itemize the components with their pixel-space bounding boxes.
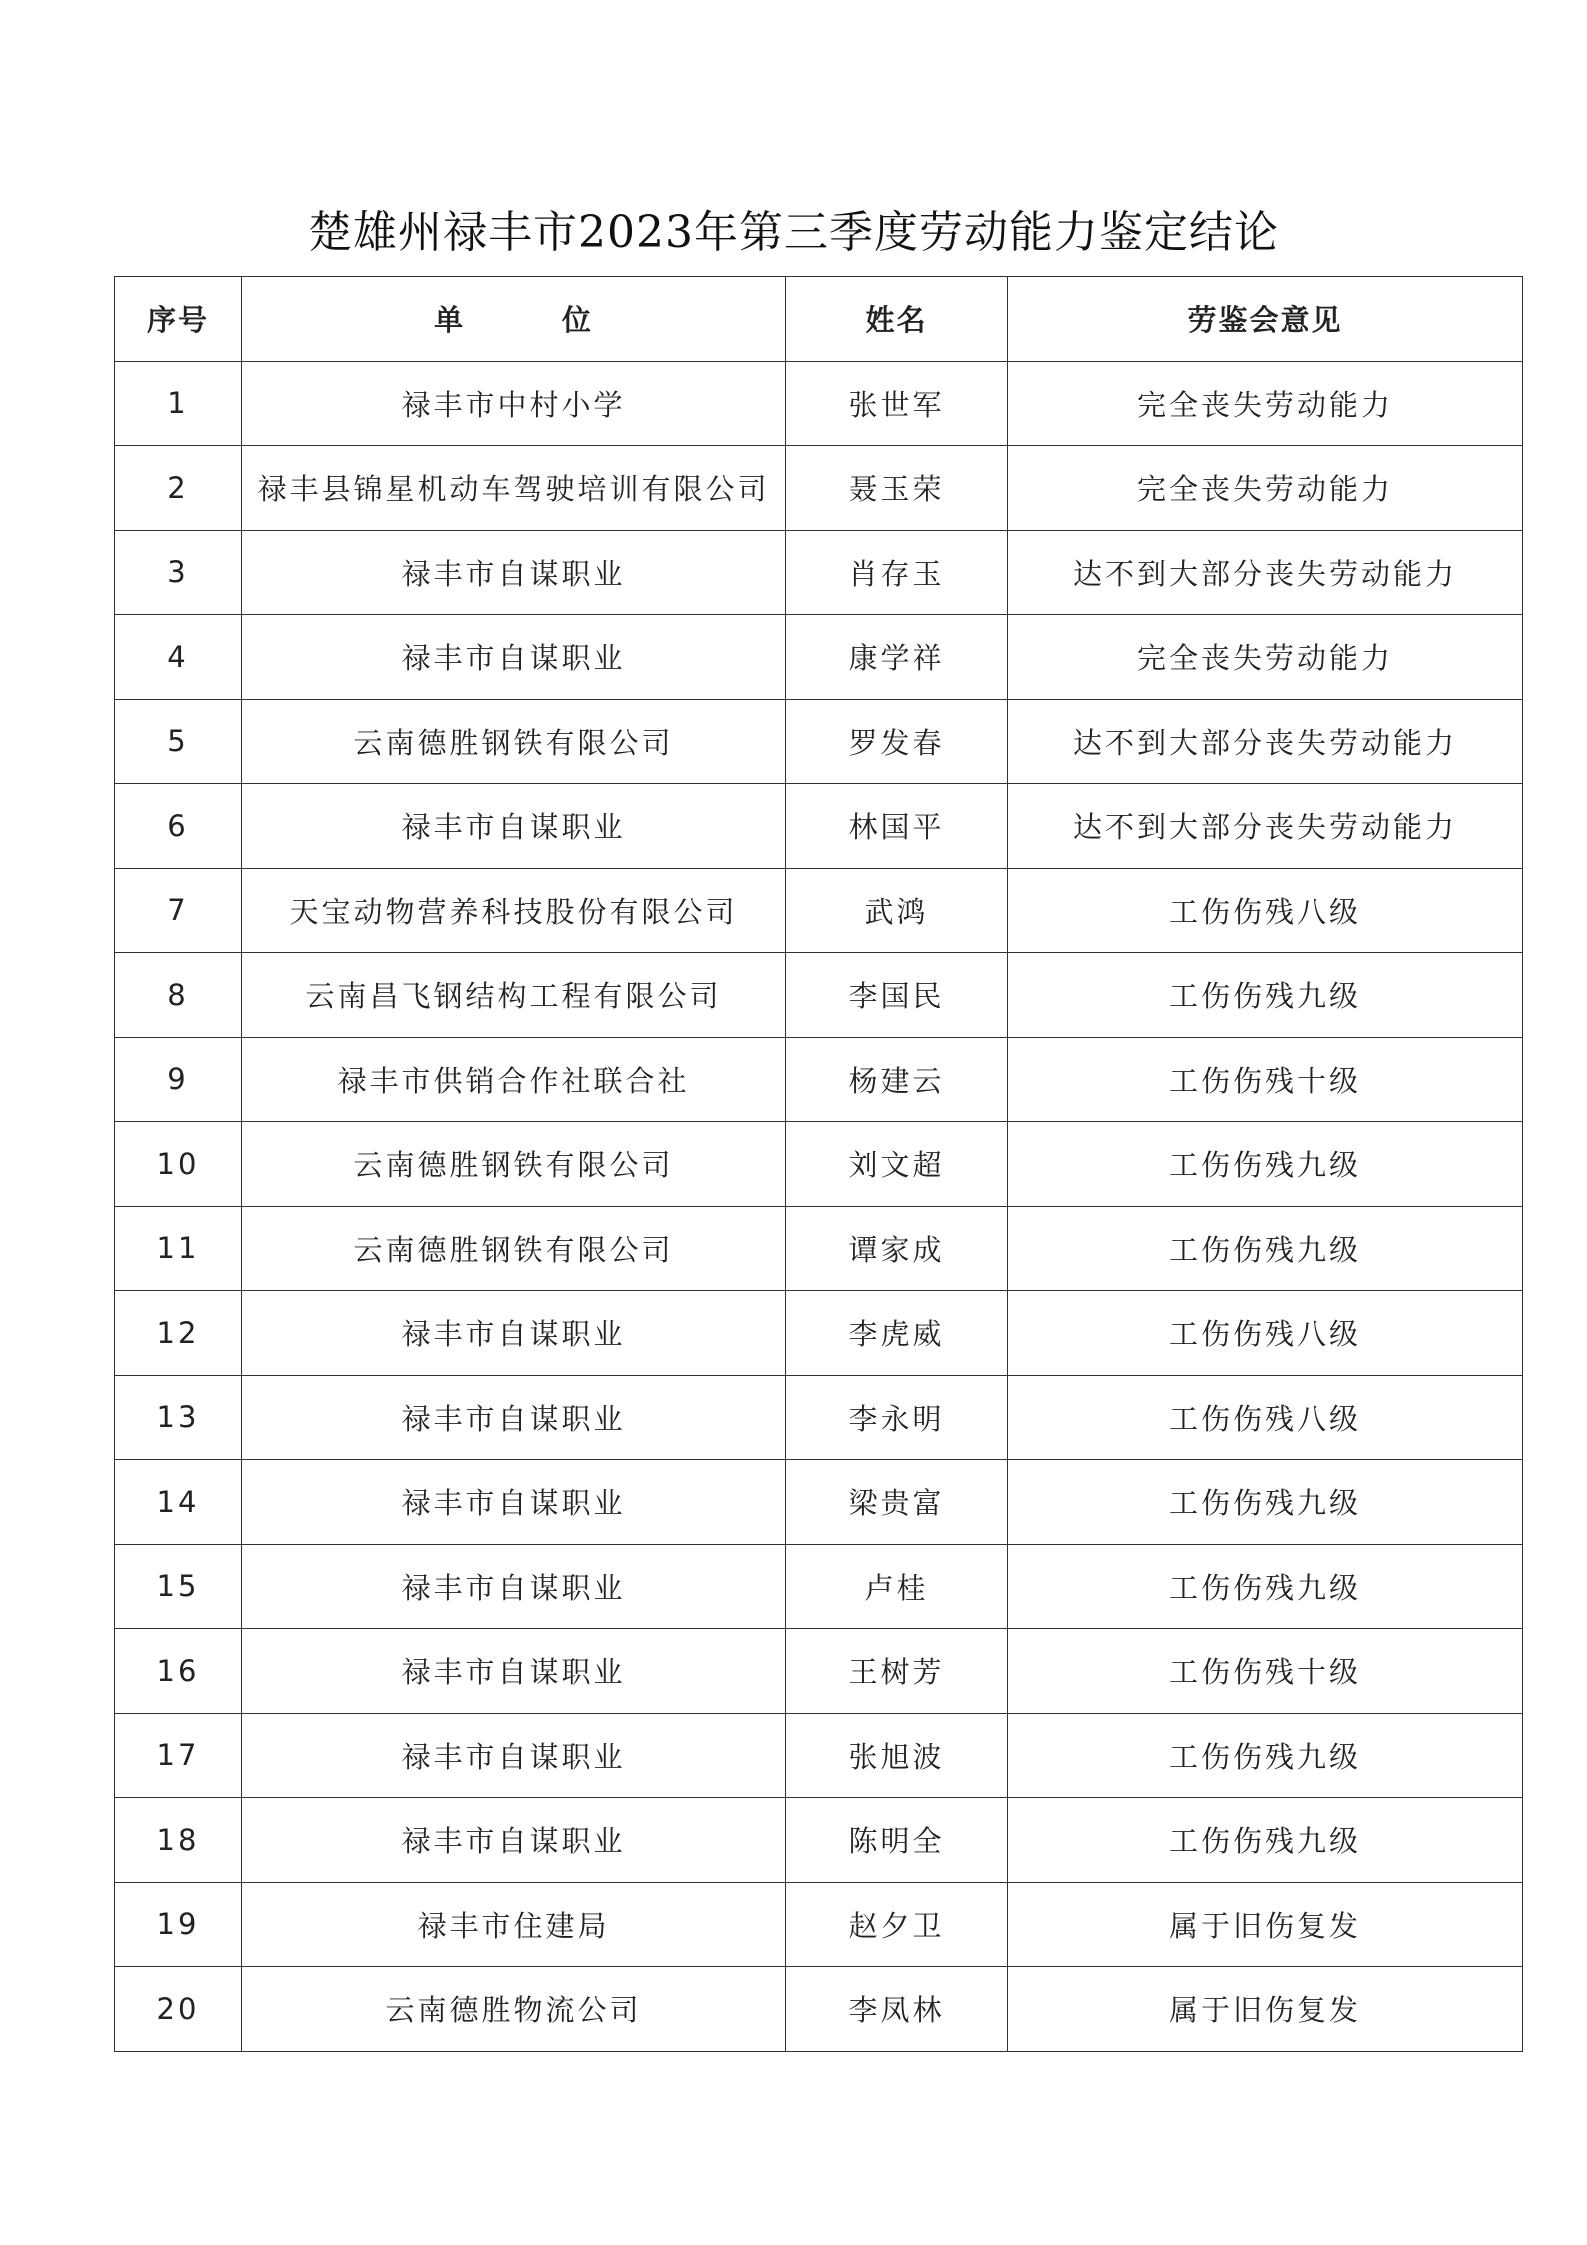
cell-opinion: 完全丧失劳动能力 (1008, 446, 1523, 531)
cell-opinion: 工伤伤残九级 (1008, 1798, 1523, 1883)
cell-opinion: 完全丧失劳动能力 (1008, 615, 1523, 700)
cell-unit: 禄丰市住建局 (242, 1882, 786, 1967)
cell-opinion: 工伤伤残九级 (1008, 1460, 1523, 1545)
table-row (115, 615, 1523, 700)
cell-unit: 禄丰市自谋职业 (242, 784, 786, 869)
cell-seq: 7 (115, 868, 242, 953)
cell-seq: 9 (115, 1037, 242, 1122)
table-row (115, 1882, 1523, 1967)
cell-unit: 禄丰市自谋职业 (242, 1375, 786, 1460)
table-row (115, 1291, 1523, 1376)
cell-seq: 20 (115, 1967, 242, 2052)
cell-seq: 1 (115, 361, 242, 446)
cell-seq: 12 (115, 1291, 242, 1376)
cell-opinion: 达不到大部分丧失劳动能力 (1008, 530, 1523, 615)
cell-seq: 8 (115, 953, 242, 1038)
cell-name: 肖存玉 (786, 530, 1008, 615)
cell-unit: 云南德胜钢铁有限公司 (242, 1206, 786, 1291)
cell-unit: 禄丰市自谋职业 (242, 1291, 786, 1376)
table-row (115, 1122, 1523, 1207)
cell-opinion: 工伤伤残九级 (1008, 953, 1523, 1038)
cell-seq: 14 (115, 1460, 242, 1545)
cell-name: 李虎威 (786, 1291, 1008, 1376)
table-row (115, 953, 1523, 1038)
header-name: 姓名 (786, 277, 1008, 362)
appraisal-result-table (114, 276, 1523, 2052)
cell-opinion: 属于旧伤复发 (1008, 1967, 1523, 2052)
cell-name: 聂玉荣 (786, 446, 1008, 531)
table-row (115, 1798, 1523, 1883)
cell-name: 刘文超 (786, 1122, 1008, 1207)
cell-name: 张旭波 (786, 1713, 1008, 1798)
cell-unit: 禄丰市自谋职业 (242, 1629, 786, 1714)
table-row (115, 1967, 1523, 2052)
cell-seq: 13 (115, 1375, 242, 1460)
table-row (115, 699, 1523, 784)
cell-name: 罗发春 (786, 699, 1008, 784)
header-opinion: 劳鉴会意见 (1008, 277, 1523, 362)
cell-name: 林国平 (786, 784, 1008, 869)
cell-seq: 3 (115, 530, 242, 615)
cell-name: 赵夕卫 (786, 1882, 1008, 1967)
cell-unit: 禄丰市自谋职业 (242, 1460, 786, 1545)
cell-seq: 18 (115, 1798, 242, 1883)
cell-unit: 天宝动物营养科技股份有限公司 (242, 868, 786, 953)
cell-seq: 4 (115, 615, 242, 700)
cell-opinion: 达不到大部分丧失劳动能力 (1008, 699, 1523, 784)
cell-name: 康学祥 (786, 615, 1008, 700)
cell-opinion: 达不到大部分丧失劳动能力 (1008, 784, 1523, 869)
cell-opinion: 工伤伤残九级 (1008, 1122, 1523, 1207)
cell-name: 武鸿 (786, 868, 1008, 953)
table-row (115, 1460, 1523, 1545)
table-row (115, 868, 1523, 953)
cell-seq: 10 (115, 1122, 242, 1207)
cell-unit: 禄丰市自谋职业 (242, 530, 786, 615)
cell-opinion: 工伤伤残十级 (1008, 1037, 1523, 1122)
cell-opinion: 工伤伤残九级 (1008, 1713, 1523, 1798)
cell-opinion: 工伤伤残九级 (1008, 1544, 1523, 1629)
table-row (115, 1375, 1523, 1460)
cell-unit: 云南昌飞钢结构工程有限公司 (242, 953, 786, 1038)
cell-name: 王树芳 (786, 1629, 1008, 1714)
header-seq: 序号 (115, 277, 242, 362)
cell-opinion: 属于旧伤复发 (1008, 1882, 1523, 1967)
cell-name: 杨建云 (786, 1037, 1008, 1122)
table-row (115, 1629, 1523, 1714)
cell-opinion: 工伤伤残八级 (1008, 1375, 1523, 1460)
cell-unit: 云南德胜物流公司 (242, 1967, 786, 2052)
cell-name: 梁贵富 (786, 1460, 1008, 1545)
cell-name: 李凤林 (786, 1967, 1008, 2052)
table-row (115, 530, 1523, 615)
cell-seq: 5 (115, 699, 242, 784)
cell-opinion: 工伤伤残八级 (1008, 1291, 1523, 1376)
cell-unit: 禄丰市自谋职业 (242, 615, 786, 700)
cell-opinion: 工伤伤残八级 (1008, 868, 1523, 953)
document-title: 楚雄州禄丰市2023年第三季度劳动能力鉴定结论 (308, 207, 1279, 258)
table-row (115, 1544, 1523, 1629)
header-unit (242, 277, 786, 362)
cell-unit: 禄丰市自谋职业 (242, 1713, 786, 1798)
cell-name: 张世军 (786, 361, 1008, 446)
table-row (115, 1206, 1523, 1291)
cell-unit: 云南德胜钢铁有限公司 (242, 1122, 786, 1207)
cell-unit: 禄丰市中村小学 (242, 361, 786, 446)
cell-seq: 11 (115, 1206, 242, 1291)
table-row (115, 784, 1523, 869)
cell-unit: 禄丰市自谋职业 (242, 1544, 786, 1629)
table-row (115, 1037, 1523, 1122)
cell-name: 李永明 (786, 1375, 1008, 1460)
cell-seq: 15 (115, 1544, 242, 1629)
cell-name: 卢桂 (786, 1544, 1008, 1629)
cell-seq: 6 (115, 784, 242, 869)
table-row (115, 361, 1523, 446)
cell-seq: 16 (115, 1629, 242, 1714)
cell-unit: 云南德胜钢铁有限公司 (242, 699, 786, 784)
cell-seq: 2 (115, 446, 242, 531)
cell-unit: 禄丰县锦星机动车驾驶培训有限公司 (242, 446, 786, 531)
cell-seq: 19 (115, 1882, 242, 1967)
cell-name: 李国民 (786, 953, 1008, 1038)
cell-name: 谭家成 (786, 1206, 1008, 1291)
table-row (115, 1713, 1523, 1798)
cell-opinion: 工伤伤残九级 (1008, 1206, 1523, 1291)
header-unit-label: 单 位 (434, 303, 593, 338)
table-header-row (115, 277, 1523, 362)
cell-name: 陈明全 (786, 1798, 1008, 1883)
cell-unit: 禄丰市供销合作社联合社 (242, 1037, 786, 1122)
cell-unit: 禄丰市自谋职业 (242, 1798, 786, 1883)
cell-opinion: 完全丧失劳动能力 (1008, 361, 1523, 446)
cell-opinion: 工伤伤残十级 (1008, 1629, 1523, 1714)
cell-seq: 17 (115, 1713, 242, 1798)
table-row (115, 446, 1523, 531)
